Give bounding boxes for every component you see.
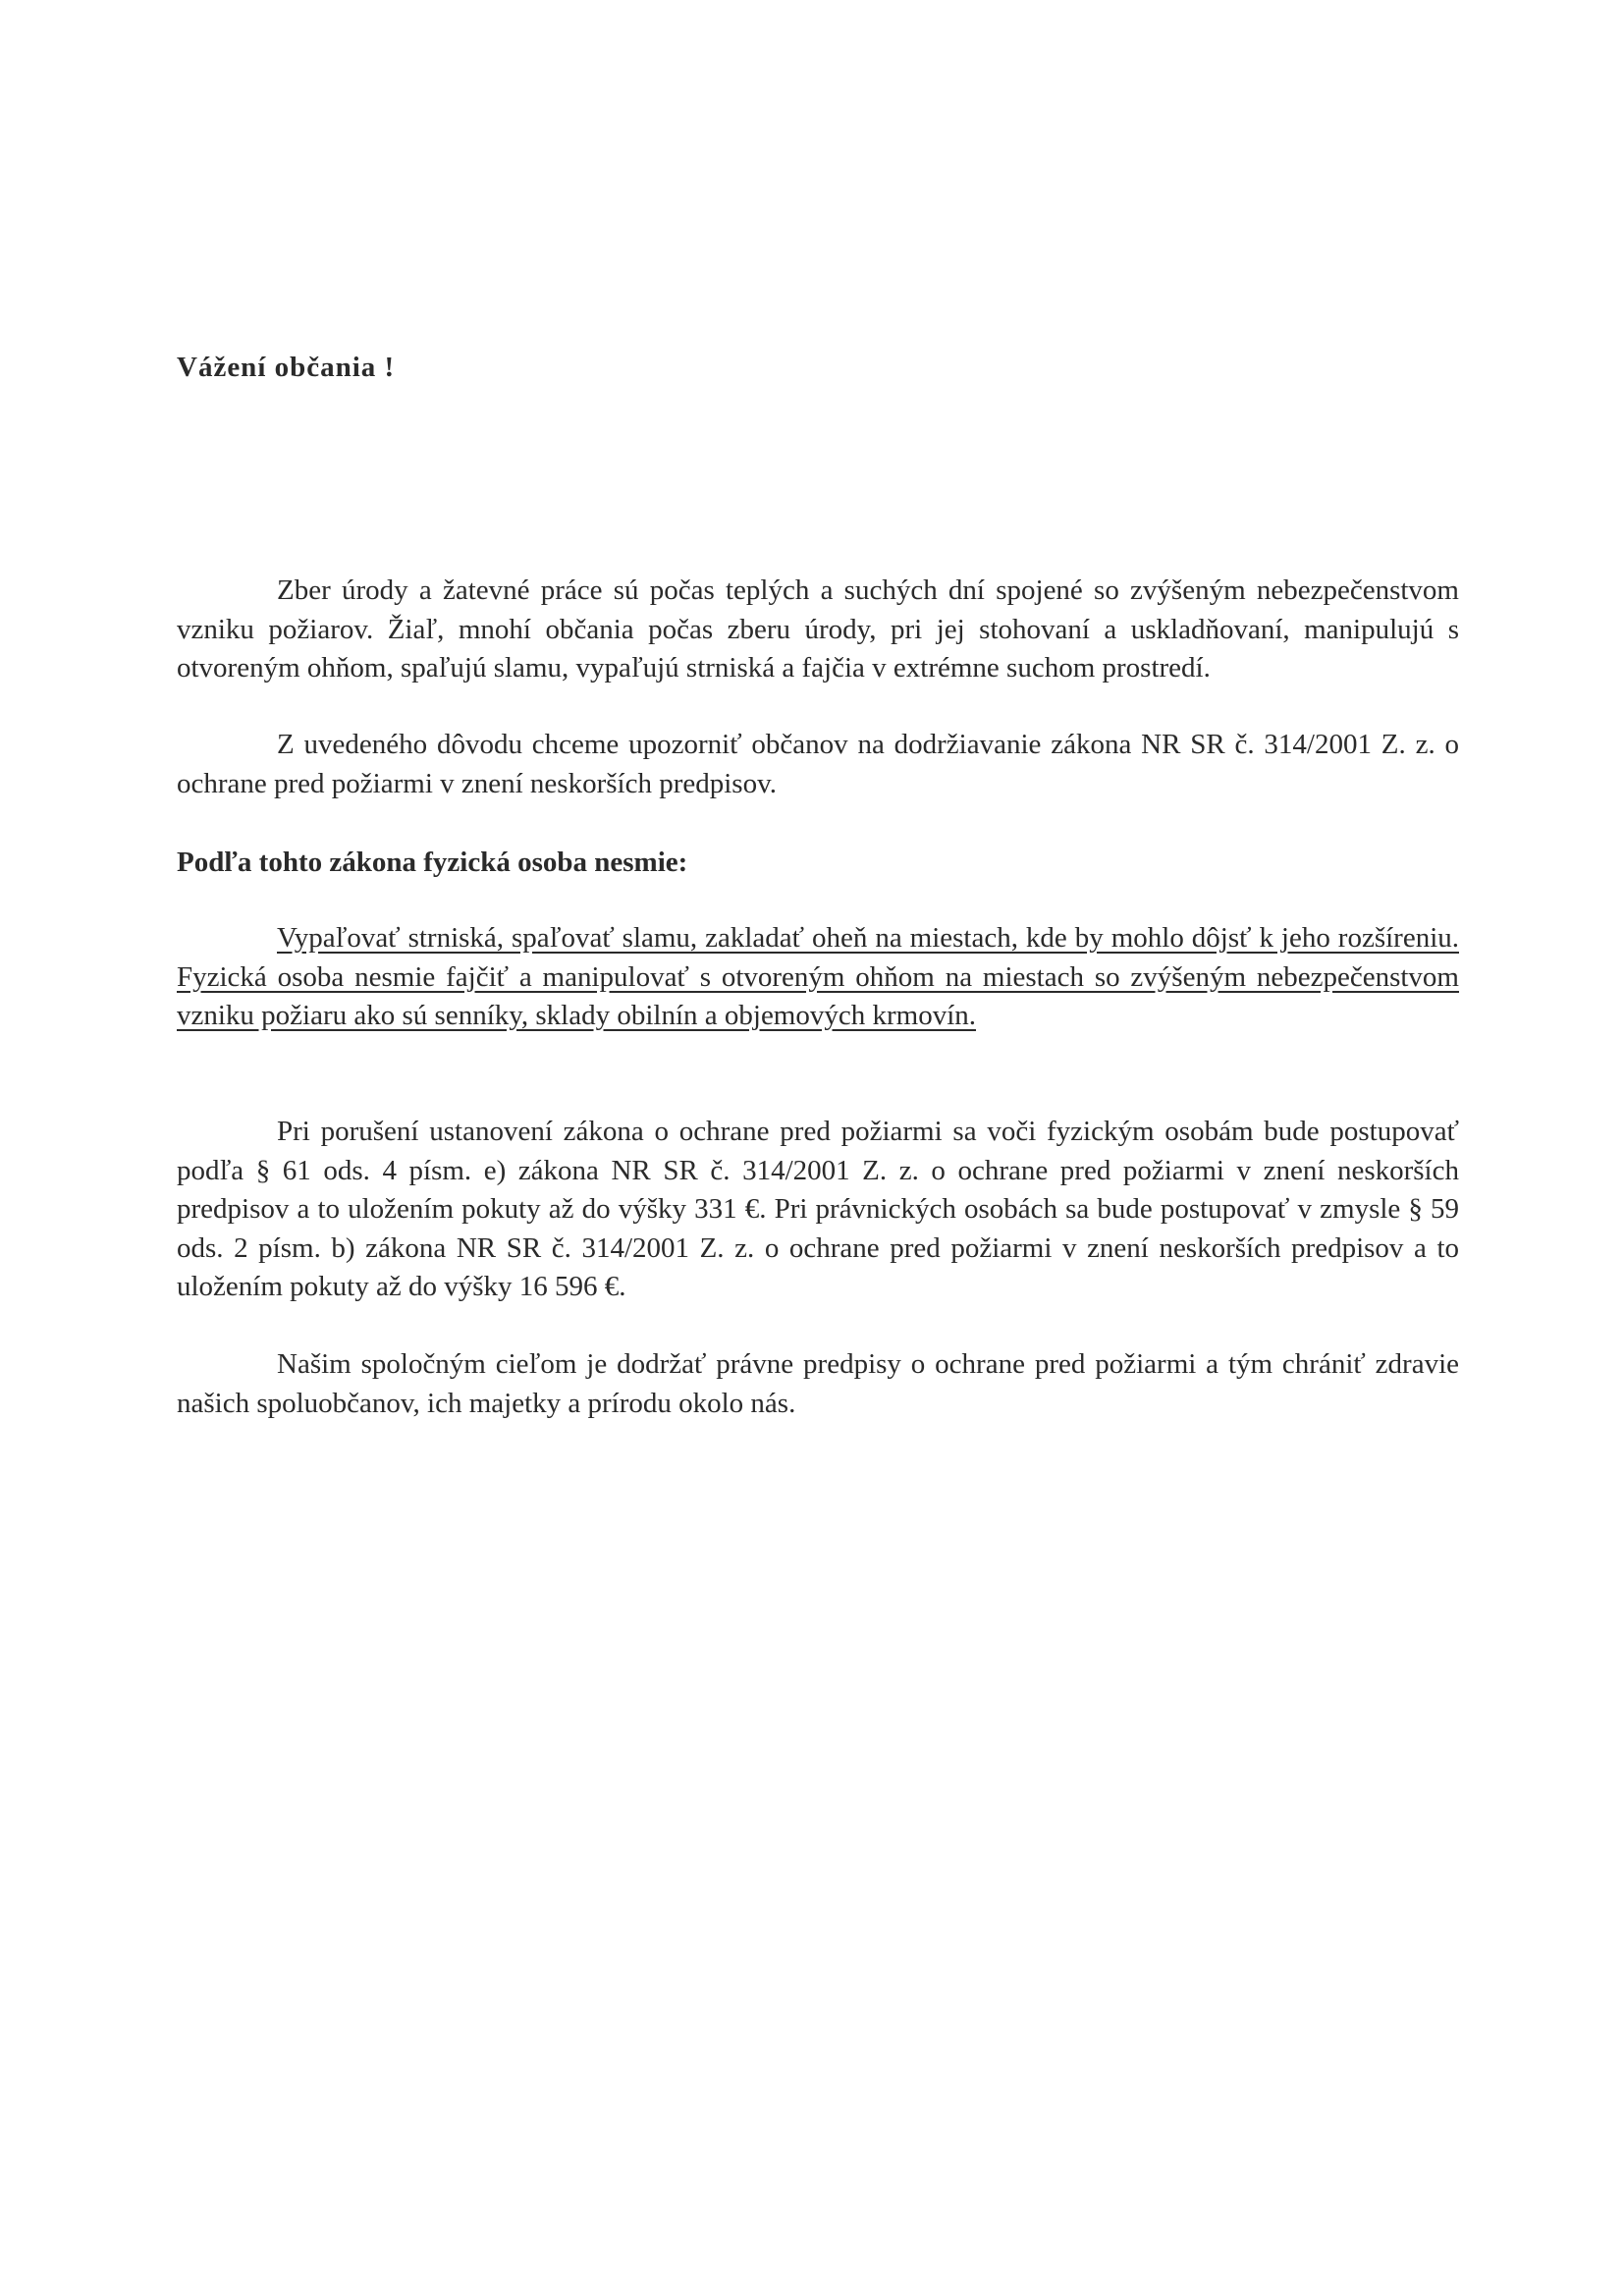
paragraph-intro — [177, 572, 1459, 688]
paragraph-closing — [177, 1345, 1459, 1423]
paragraph-penalties-text: Pri porušení ustanovení zákona o ochrane pred požiarmi sa voči fyzickým osobám bude postupovať podľa § 61 ods. 4 písm. e) zákona NR SR č. 314/2001 Z. z. o ochrane pred požiarmi v znení neskorších predpisov a to uložením pokuty až do výšky 331 €. Pri právnických osobách sa bude postupovať v zmysle § 59 ods. 2 písm. b) zákona NR SR č. 314/2001 Z. z. o ochrane pred požiarmi v znení neskorších predpisov a to uložením pokuty až do výšky 16 596 €. — [177, 1116, 1459, 1302]
paragraph-law-reference — [177, 726, 1459, 803]
prohibitions-heading: Podľa tohto zákona fyzická osoba nesmie: — [177, 847, 688, 878]
paragraph-prohibitions-text: Vypaľovať strniská, spaľovať slamu, zakladať oheň na miestach, kde by mohlo dôjsť k jeho rozšíreniu. Fyzická osoba nesmie fajčiť a manipulovať s otvoreným ohňom na miestach so zvýšeným nebezpečenstvom vzniku požiaru ako sú senníky, sklady obilnín a objemových krmovín. — [177, 922, 1459, 1031]
paragraph-penalties — [177, 1113, 1459, 1307]
paragraph-law-reference-text: Z uvedeného dôvodu chceme upozorniť občanov na dodržiavanie zákona NR SR č. 314/2001 Z. z. o ochrane pred požiarmi v znení neskorších predpisov. — [177, 729, 1459, 799]
salutation: Vážení občania ! — [177, 352, 396, 383]
paragraph-prohibitions — [177, 919, 1459, 1036]
paragraph-closing-text: Našim spoločným cieľom je dodržať právne predpisy o ochrane pred požiarmi a tým chrániť zdravie našich spoluobčanov, ich majetky a prírodu okolo nás. — [177, 1348, 1459, 1419]
paragraph-intro-text: Zber úrody a žatevné práce sú počas teplých a suchých dní spojené so zvýšeným nebezpečenstvom vzniku požiarov. Žiaľ, mnohí občania počas zberu úrody, pri jej stohovaní a uskladňovaní, manipulujú s otvoreným ohňom, spaľujú slamu, vypaľujú strniská a fajčia v extrémne suchom prostredí. — [177, 574, 1459, 683]
